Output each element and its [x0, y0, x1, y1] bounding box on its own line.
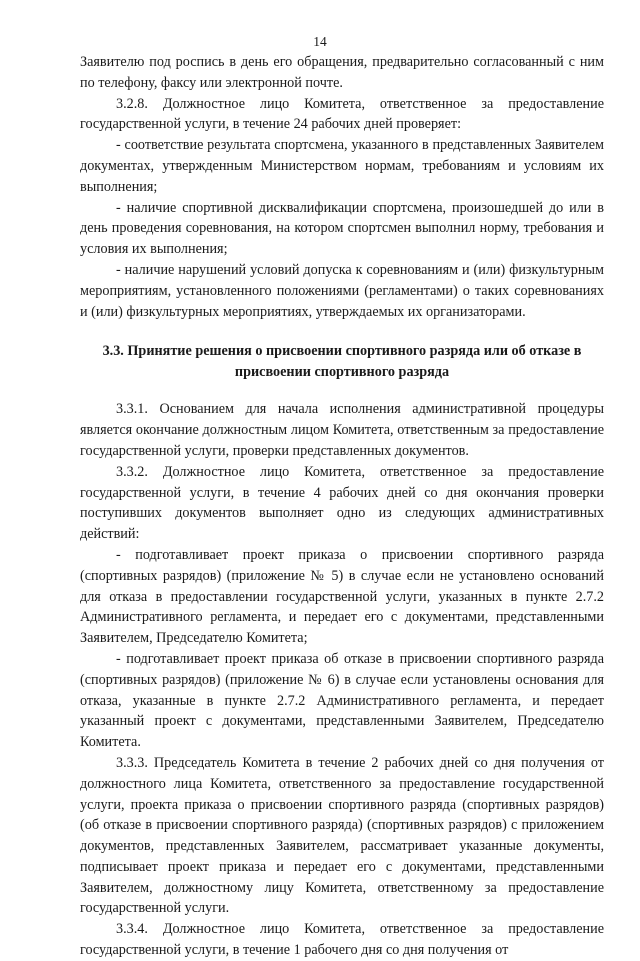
paragraph: 3.3.4. Должностное лицо Комитета, ответственное за предоставление государственной услуги, в течение 1 рабочего дня со дня получения от: [80, 921, 604, 959]
document-body: [80, 52, 604, 961]
paragraph: - подготавливает проект приказа о присвоении спортивного разряда (спортивных разрядов) (приложение № 5) в случае если не установлено оснований для отказа в предоставлении государственной услуги, указанных в пункте 2.7.2 Административного регламента, и передает его с документами, представленными Заявителем, Председателю Комитета;: [80, 546, 604, 647]
paragraph: Заявителю под роспись в день его обращения, предварительно согласованный с ним по телефону, факсу или электронной почте.: [80, 54, 604, 91]
paragraph: 3.2.8. Должностное лицо Комитета, ответственное за предоставление государственной услуги, в течение 24 рабочих дней проверяет:: [80, 95, 604, 133]
page-number: 14: [313, 34, 327, 49]
paragraph: 3.3.3. Председатель Комитета в течение 2 рабочих дней со дня получения от должностного лица Комитета, ответственного за предоставление государственной услуги, проекта приказа о присвоении спортивного разряда (спортивных разрядов) (об отказе в присвоении спортивного разряда) (спортивных разрядов) с приложением документов, представленных Заявителем, рассматривает указанные документы, подписывает проект приказа и передает его с документами, представленными Заявителем, должностному лицу Комитета, ответственному за предоставление государственной услуги.: [80, 754, 604, 917]
paragraph: 3.3.2. Должностное лицо Комитета, ответственное за предоставление государственной услуги, в течение 4 рабочих дней со дня окончания проверки поступивших документов выполняет одно из следующих административных действий:: [80, 463, 604, 543]
paragraph: 3.3.1. Основанием для начала исполнения административной процедуры является окончание должностным лицом Комитета, ответственным за предоставление государственной услуги, проверки представленных документов.: [80, 401, 604, 459]
paragraphs-after-heading: [80, 399, 604, 961]
paragraphs-before-heading: [80, 52, 604, 322]
paragraph: - подготавливает проект приказа об отказе в присвоении спортивного разряда (спортивных разрядов) (приложение № 6) в случае если установлены основания для отказа, указанные в пункте 2.7.2 Административного регламента, и передает указанный проект с документами, представленными Заявителем, Председателю Комитета.: [80, 650, 604, 751]
section-heading: 3.3. Принятие решения о присвоении спортивного разряда или об отказе в присвоении спортивного разряда: [102, 343, 582, 380]
paragraph: - соответствие результата спортсмена, указанного в представленных Заявителем документах, утвержденным Министерством нормам, требованиям и условиям их выполнения;: [80, 137, 604, 195]
paragraph: - наличие нарушений условий допуска к соревнованиям и (или) физкультурным мероприятиям, установленного положениями (регламентами) о таких соревнованиях и (или) физкультурных мероприятиях, утверждаемых их организаторами.: [80, 261, 604, 320]
paragraph: - наличие спортивной дисквалификации спортсмена, произошедшей до или в день проведения соревнования, на котором спортсмен выполнил норму, требования и условия их выполнения;: [80, 199, 604, 258]
